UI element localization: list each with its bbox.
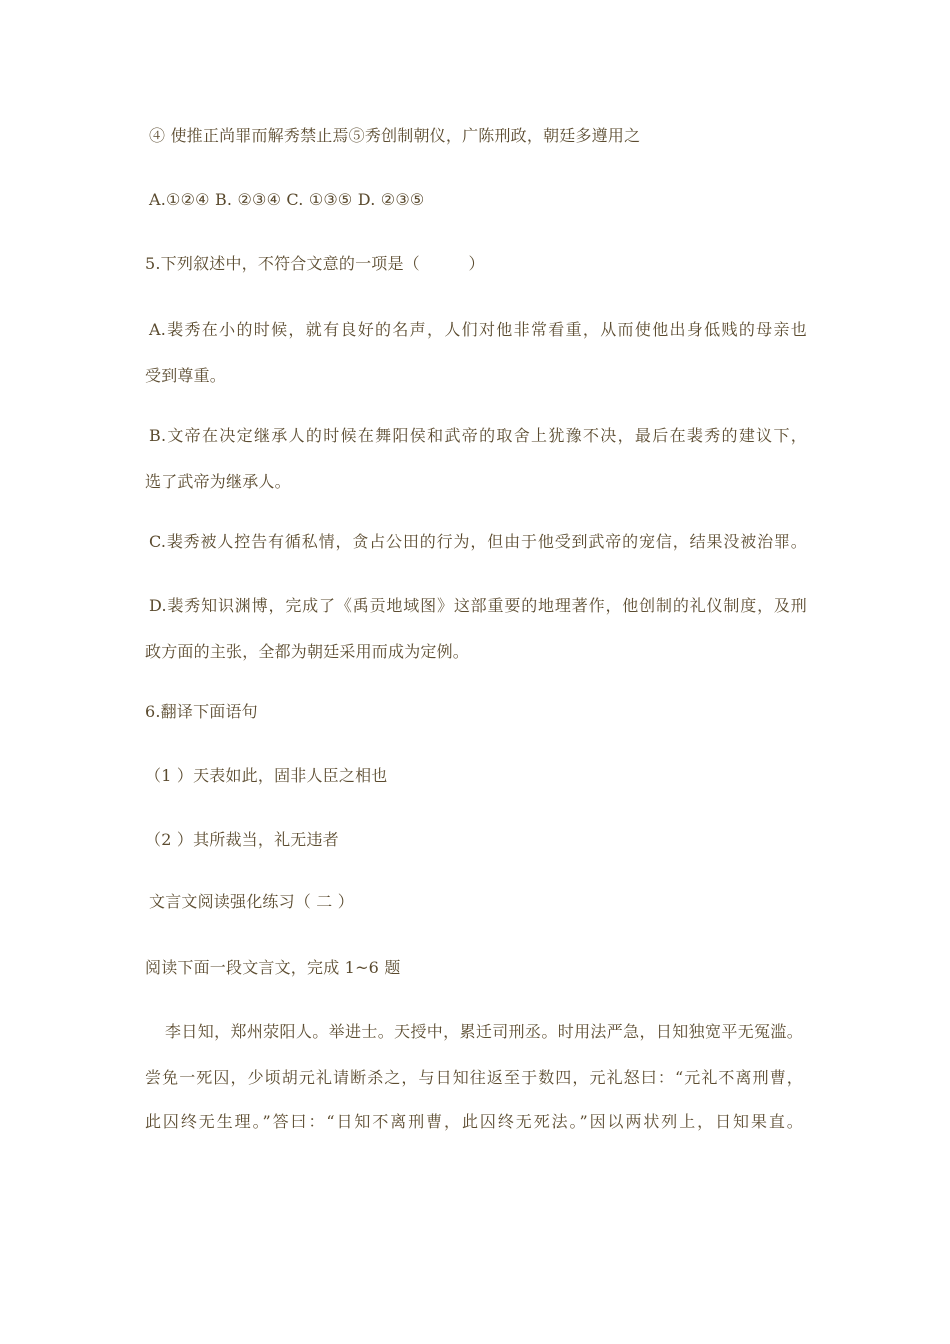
q5-option-b-line-1: B.文帝在决定继承人的时候在舞阳侯和武帝的取舍上犹豫不决，最后在裴秀的建议下， [149, 426, 807, 445]
passage-line-1: 李日知，郑州荥阳人。举进士。天授中，累迁司刑丞。时用法严急，日知独宽平无冤滥。 [165, 1022, 803, 1041]
reading-instruction: 阅读下面一段文言文，完成 1~6 题 [145, 958, 401, 977]
question-5-title: 5.下列叙述中，不符合文意的一项是（ ） [145, 254, 485, 273]
q6-sentence-1: （1 ）天表如此，固非人臣之相也 [145, 766, 388, 785]
q5-option-d-line-1: D.裴秀知识渊博，完成了《禹贡地域图》这部重要的地理著作，他创制的礼仪制度，及刑 [149, 596, 807, 615]
q5-option-d-line-2: 政方面的主张，全都为朝廷采用而成为定例。 [145, 642, 470, 661]
passage-line-3: 此囚终无生理。”答曰：“日知不离刑曹，此囚终无死法。”因以两状列上，日知果直。 [145, 1112, 803, 1131]
answer-choices-q4: A.①②④ B. ②③④ C. ①③⑤ D. ②③⑤ [149, 190, 425, 209]
q5-option-c: C.裴秀被人控告有循私情，贪占公田的行为，但由于他受到武帝的宠信，结果没被治罪。 [149, 532, 807, 551]
question-6-title: 6.翻译下面语句 [145, 702, 258, 721]
q5-option-b-line-2: 选了武帝为继承人。 [145, 472, 291, 491]
q6-sentence-2: （2 ）其所裁当，礼无违者 [145, 830, 339, 849]
q5-option-a-line-1: A.裴秀在小的时候，就有良好的名声，人们对他非常看重，从而使他出身低贱的母亲也 [149, 320, 807, 339]
section-title: 文言文阅读强化练习（ 二 ） [149, 892, 354, 911]
passage-line-2: 尝免一死囚，少顷胡元礼请断杀之，与日知往返至于数四，元礼怒曰：“元礼不离刑曹， [145, 1068, 803, 1087]
option-list-line-4-5: ④ 使推正尚罪而解秀禁止焉⑤秀创制朝仪，广陈刑政，朝廷多遵用之 [149, 126, 641, 145]
q5-option-a-line-2: 受到尊重。 [145, 366, 227, 385]
